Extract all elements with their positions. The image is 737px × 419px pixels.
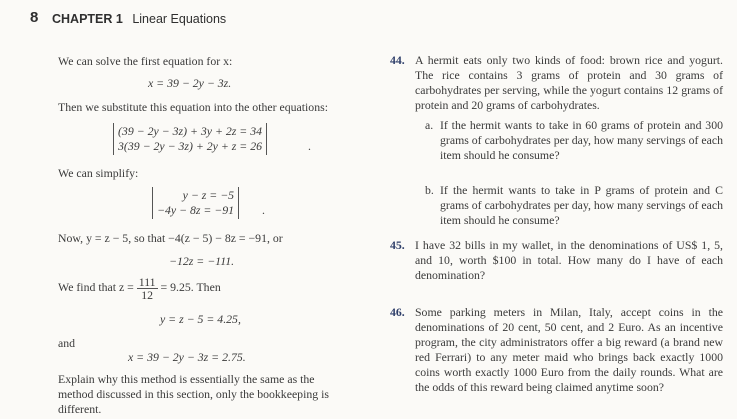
running-header bbox=[52, 12, 226, 27]
equation-y: y = z − 5 = 4.25, bbox=[160, 312, 241, 326]
equation-x-final: x = 39 − 2y − 3z = 2.75. bbox=[128, 350, 246, 364]
chapter-title: Linear Equations bbox=[132, 12, 227, 26]
equation-12z: −12z = −111. bbox=[169, 254, 235, 268]
chapter-number: CHAPTER 1 bbox=[52, 12, 123, 26]
system-1-row-2: 3(39 − 2y − 3z) + 2y + z = 26 bbox=[118, 139, 262, 153]
fraction-numerator: 111 bbox=[138, 275, 156, 289]
problem-44b-label: b. bbox=[425, 183, 434, 197]
problem-44a-text: If the hermit wants to take in 60 grams of protein and 300 grams of carbohydrates per day, how many servings of each item should he consume? bbox=[440, 118, 723, 162]
find-z-line bbox=[58, 276, 221, 301]
fraction-denominator: 12 bbox=[141, 288, 154, 302]
substitute-text: Then we substitute this equation into the other equations: bbox=[58, 100, 328, 114]
simplify-text: We can simplify: bbox=[58, 166, 139, 180]
problem-44-number: 44. bbox=[390, 53, 405, 67]
problem-44b-text: If the hermit wants to take in P grams of protein and C grams of carbohydrates per day, how many servings of each item should he consume? bbox=[440, 183, 723, 227]
explain-line-3: different. bbox=[58, 402, 102, 416]
page-number: 8 bbox=[30, 9, 39, 26]
find-z-pre: We find that z = bbox=[58, 280, 134, 295]
problem-46-number: 46. bbox=[390, 305, 405, 319]
equation-x: x = 39 − 2y − 3z. bbox=[148, 76, 232, 90]
system-2-row-2: −4y − 8z = −91 bbox=[157, 203, 235, 217]
problem-45-number: 45. bbox=[390, 238, 405, 252]
intro-text: We can solve the first equation for x: bbox=[58, 54, 233, 68]
problem-45-text: I have 32 bills in my wallet, in the denominations of US$ 1, 5, and 10, worth $100 in total. How many do I have of each denomination? bbox=[415, 238, 723, 282]
system-1-period: . bbox=[308, 139, 311, 153]
explain-paragraph bbox=[58, 372, 363, 417]
system-2-period: . bbox=[262, 203, 265, 217]
system-1 bbox=[113, 123, 267, 155]
problem-46-text: Some parking meters in Milan, Italy, accept coins in the denominations of 20 cent, 50 cent, and 2 Euro. As an incentive program, the city administrators offer a big reward (a brand new red Ferrari) to any meter maid who brings back exactly 1000 coins worth exactly 1000 Euro from the daily rounds. What are the odds of this reward being claimed anytime soon? bbox=[415, 305, 723, 394]
explain-line-1: Explain why this method is essentially the same as the bbox=[58, 372, 315, 386]
system-1-row-1: (39 − 2y − 3z) + 3y + 2z = 34 bbox=[118, 124, 262, 138]
explain-line-2: method discussed in this section, only the bookkeeping is bbox=[58, 387, 329, 401]
fraction-111-12 bbox=[137, 276, 158, 301]
now-text: Now, y = z − 5, so that −4(z − 5) − 8z = −91, or bbox=[58, 231, 283, 245]
system-2-row-1: y − z = −5 bbox=[182, 188, 235, 202]
problem-44-text: A hermit eats only two kinds of food: brown rice and yogurt. The rice contains 3 grams of protein and 30 grams of carbohydrates per serving, while the yogurt contains 12 grams of protein and 20 grams of carbohydrates. bbox=[415, 53, 723, 112]
and-text: and bbox=[58, 336, 76, 350]
find-z-post: = 9.25. Then bbox=[160, 280, 221, 295]
problem-44a-label: a. bbox=[425, 118, 434, 132]
system-2 bbox=[152, 187, 239, 219]
